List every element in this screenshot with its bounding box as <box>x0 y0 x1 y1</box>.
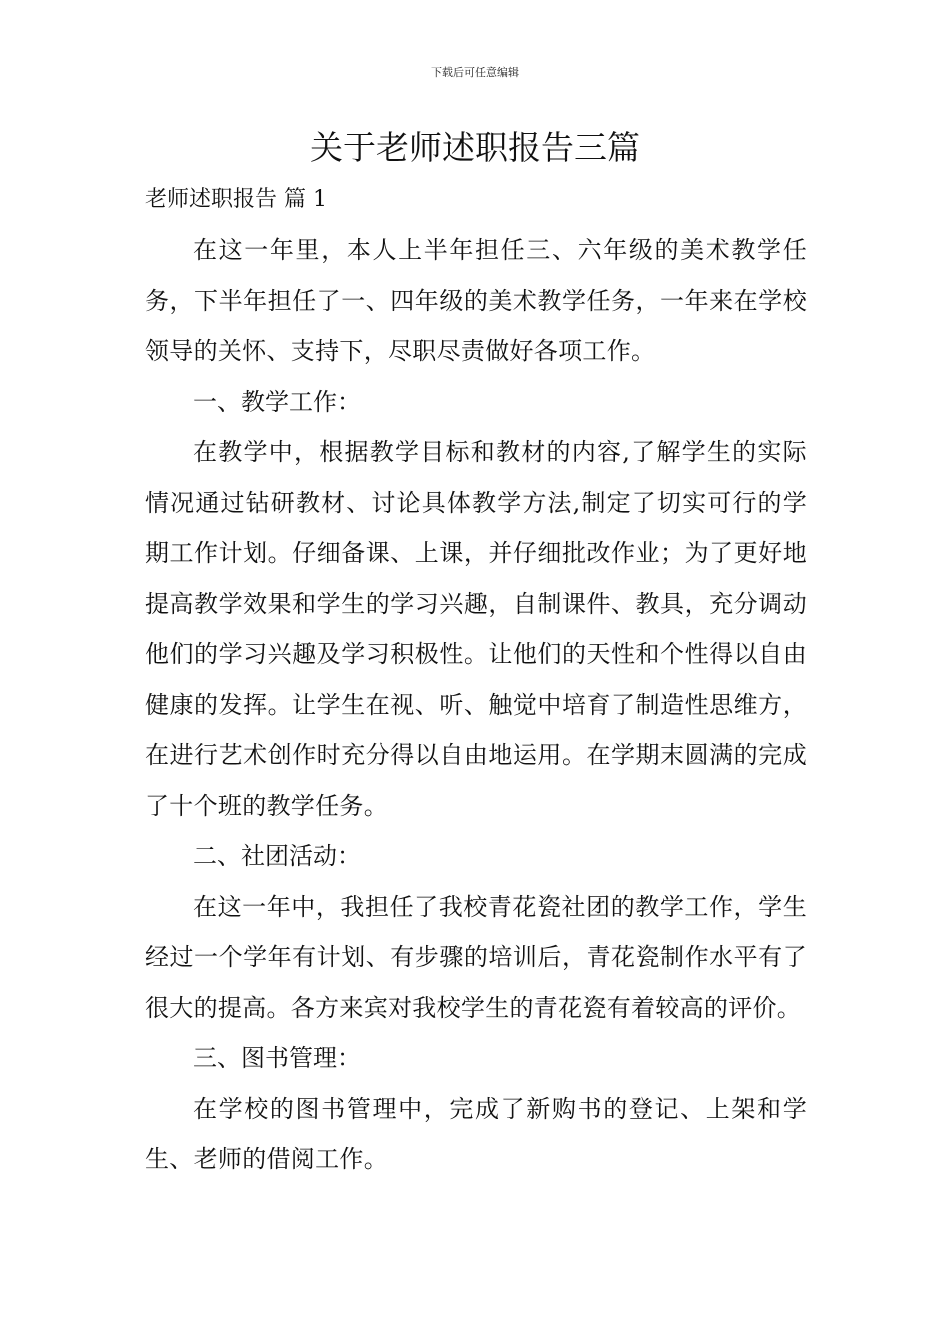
paragraph-teaching-work: 在教学中，根据教学目标和教材的内容,了解学生的实际情况通过钻研教材、讨论具体教学方法,制定了切实可行的学期工作计划。仔细备课、上课，并仔细批改作业；为了更好地提高教学效果和学生的学习兴趣，自制课件、教具，充分调动他们的学习兴趣及学习积极性。让他们的天性和个性得以自由健康的发挥。让学生在视、听、触觉中培育了制造性思维方，在进行艺术创作时充分得以自由地运用。在学期末圆满的完成了十个班的教学任务。 <box>145 438 807 820</box>
document-title: 关于老师述职报告三篇 <box>310 128 640 167</box>
header-note: 下载后可任意编辑 <box>431 66 519 79</box>
paragraph-intro: 在这一年里，本人上半年担任三、六年级的美术教学任务，下半年担任了一、四年级的美术教学任务，一年来在学校领导的关怀、支持下，尽职尽责做好各项工作。 <box>145 236 807 365</box>
document-body <box>145 225 807 1185</box>
heading-club-activities: 二、社团活动： <box>193 842 361 870</box>
heading-library-management: 三、图书管理： <box>193 1044 361 1072</box>
paragraph-club-activities: 在这一年中，我担任了我校青花瓷社团的教学工作，学生经过一个学年有计划、有步骤的培训后，青花瓷制作水平有了很大的提高。各方来宾对我校学生的青花瓷有着较高的评价。 <box>145 892 807 1022</box>
heading-teaching-work: 一、教学工作： <box>193 387 361 416</box>
section-title: 老师述职报告 篇 1 <box>145 187 327 212</box>
paragraph-library-management: 在学校的图书管理中，完成了新购书的登记、上架和学生、老师的借阅工作。 <box>145 1094 807 1173</box>
